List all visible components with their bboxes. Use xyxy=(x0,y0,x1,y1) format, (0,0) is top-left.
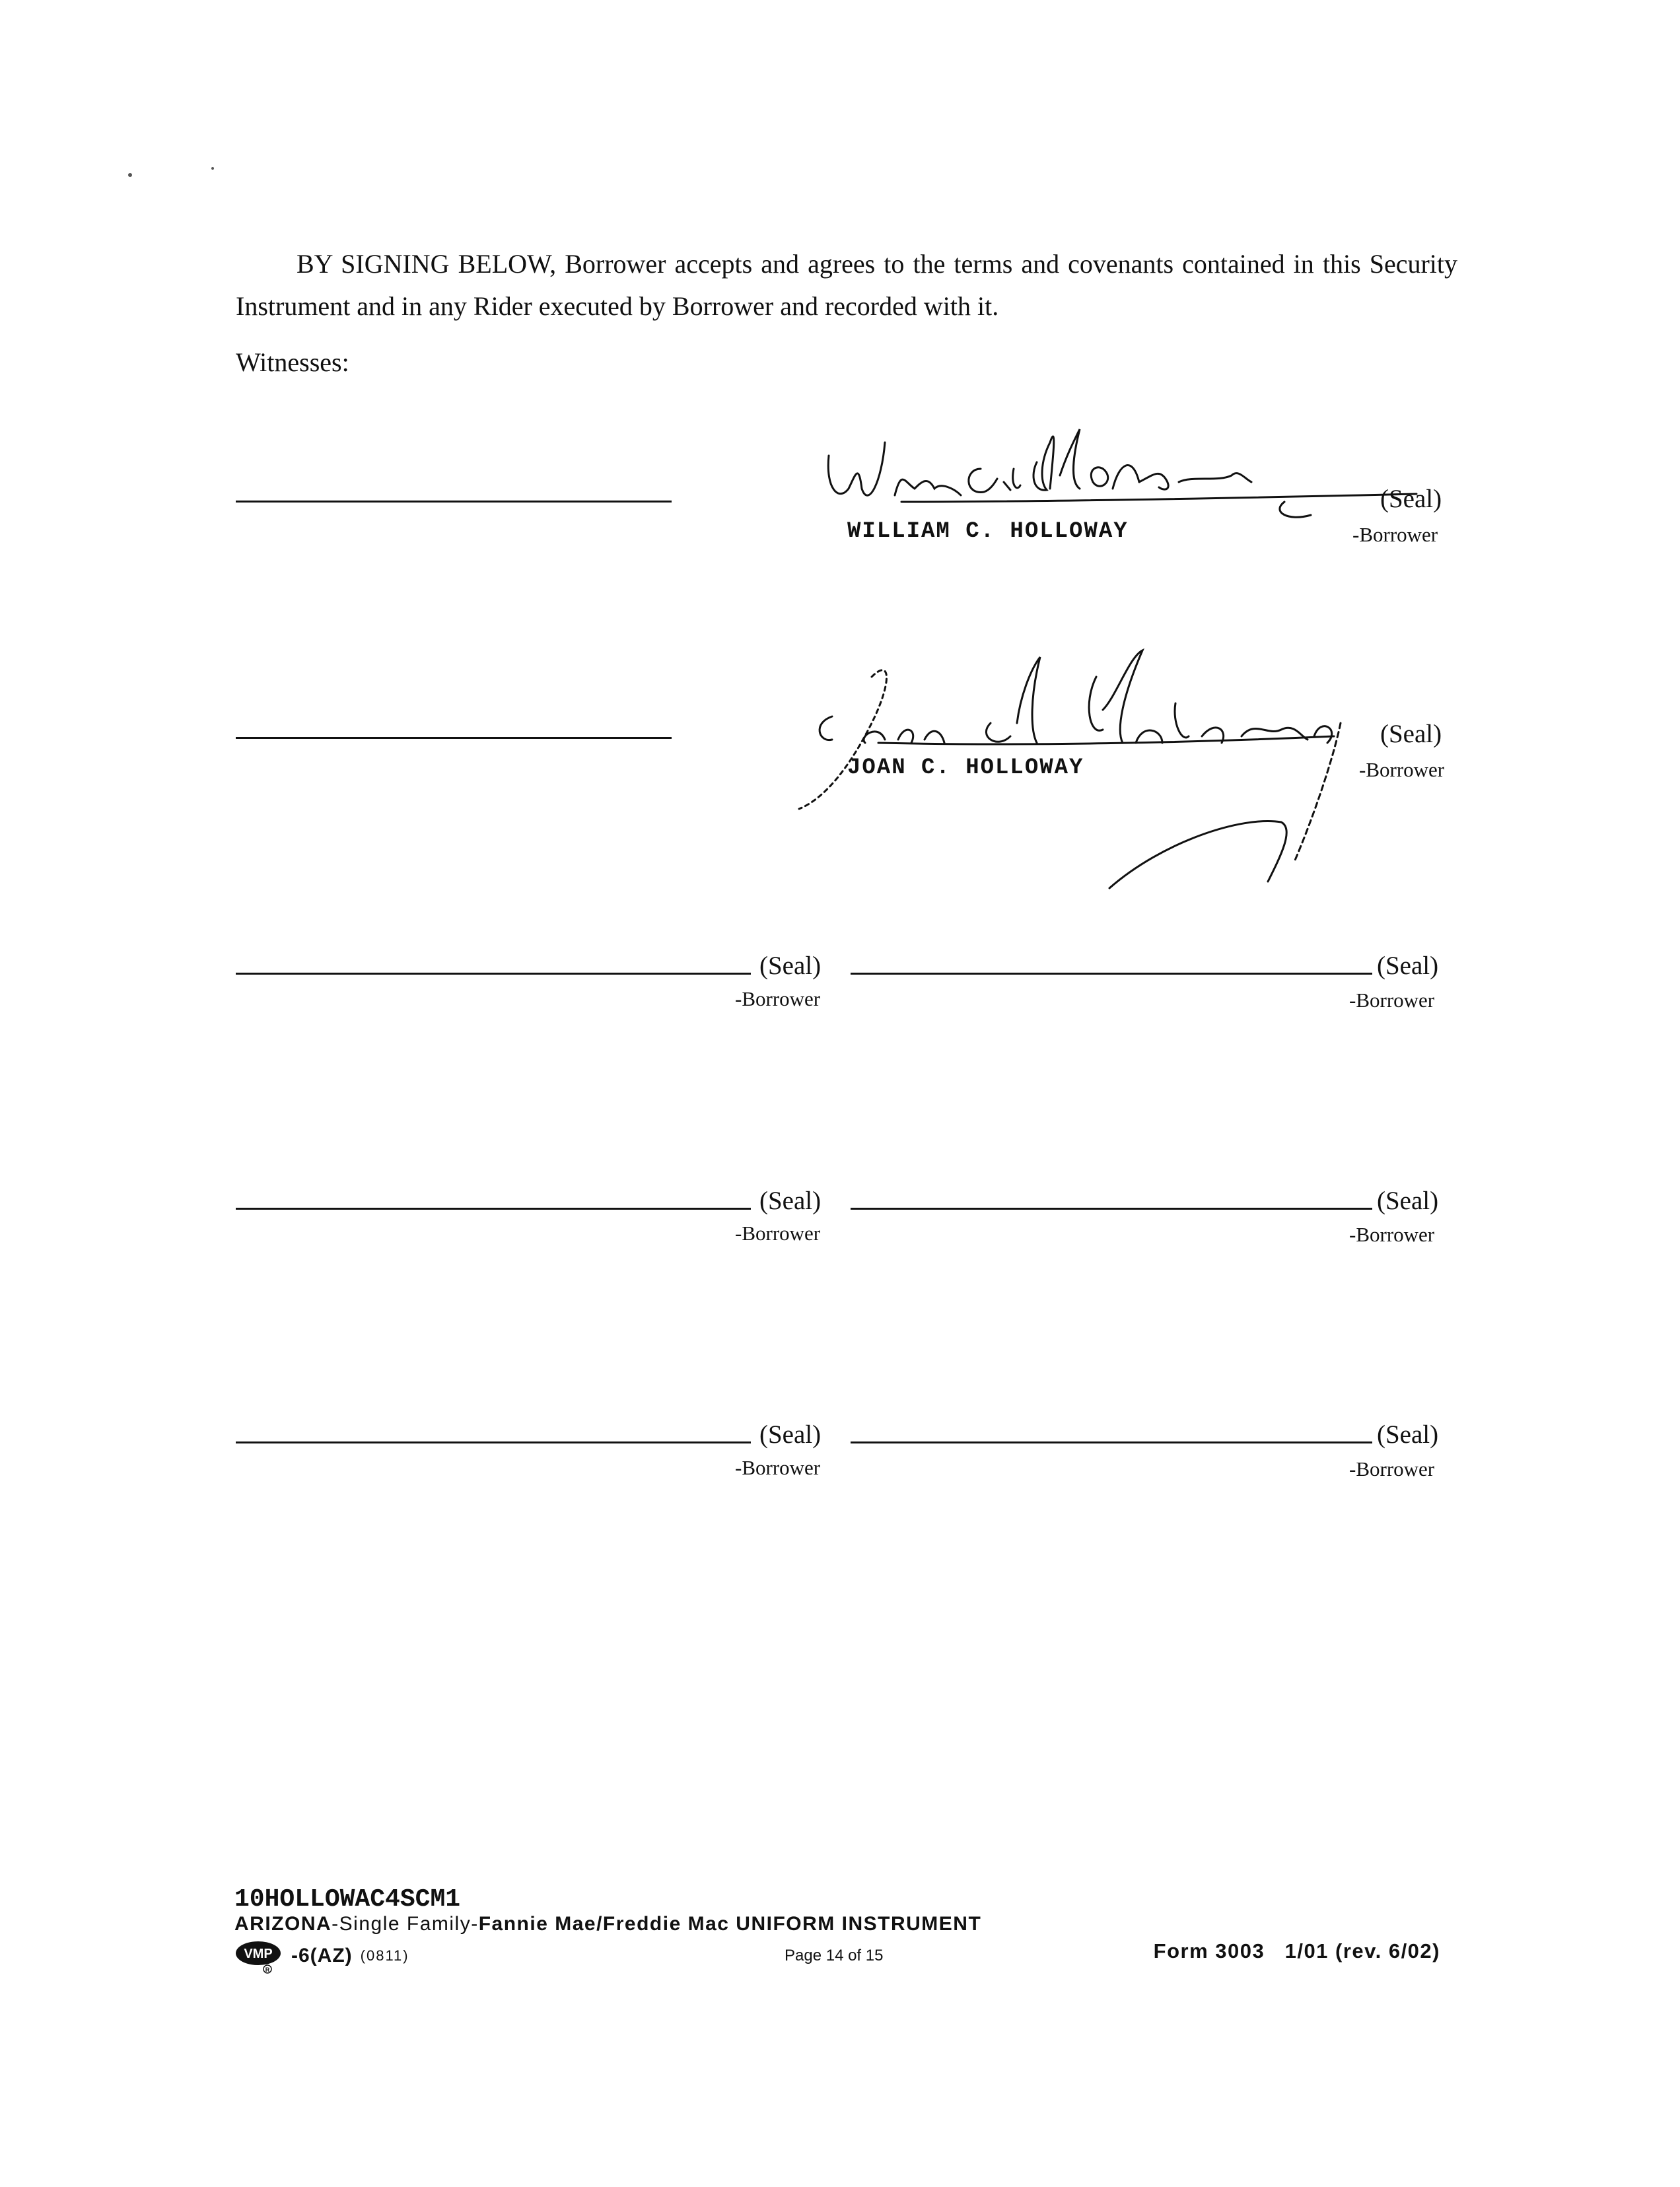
intro-text: BY SIGNING BELOW, Borrower accepts and agrees to the terms and covenants contained in this Security Instrument and in any Rider executed by Borrower and recorded with it. xyxy=(236,249,1457,321)
borrower-label: -Borrower xyxy=(735,1222,821,1245)
signature-line xyxy=(851,1208,1372,1210)
seal-label: (Seal) xyxy=(759,1420,822,1449)
borrower-label: -Borrower xyxy=(1349,1457,1435,1480)
seal-label: (Seal) xyxy=(759,1187,822,1215)
form-desc-bold: Fannie Mae/Freddie Mac UNIFORM INSTRUMENT xyxy=(478,1913,982,1935)
form-description xyxy=(234,1913,981,1935)
page-number: Page 14 of 15 xyxy=(785,1947,884,1964)
seal-label: (Seal) xyxy=(1377,1420,1439,1449)
svg-text:R: R xyxy=(265,1966,270,1973)
borrower-label: -Borrower xyxy=(735,1456,821,1479)
form-desc-plain: -Single Family- xyxy=(332,1913,479,1935)
signature-line xyxy=(851,973,1372,975)
witness-line-1 xyxy=(236,501,672,503)
form-id-line xyxy=(234,1937,409,1974)
borrower-label: -Borrower xyxy=(1349,1223,1435,1246)
seal-label: (Seal) xyxy=(1380,485,1442,513)
vmp-logo-text: VMP xyxy=(244,1947,273,1961)
borrower-label: -Borrower xyxy=(1349,989,1435,1012)
signature-line xyxy=(236,1208,751,1210)
borrower-label: -Borrower xyxy=(1352,523,1438,546)
form-code: -6(AZ) xyxy=(291,1945,353,1966)
vmp-logo xyxy=(234,1937,287,1974)
loan-code: 10HOLLOWAC4SCM1 xyxy=(234,1885,461,1914)
borrower-label: -Borrower xyxy=(1359,758,1445,781)
intro-paragraph xyxy=(236,243,1457,328)
form-revision: (0811) xyxy=(360,1947,409,1964)
seal-label: (Seal) xyxy=(1377,952,1439,980)
seal-label: (Seal) xyxy=(1377,1187,1439,1215)
witnesses-label: Witnesses: xyxy=(236,347,349,377)
scan-speck xyxy=(128,173,132,177)
borrower-1-signature xyxy=(822,416,1436,528)
form-state: ARIZONA xyxy=(234,1913,332,1935)
witness-line-2 xyxy=(236,737,672,739)
borrower-2-name: JOAN C. HOLLOWAY xyxy=(847,755,1084,781)
signature-line xyxy=(851,1441,1372,1443)
signature-line xyxy=(236,973,751,975)
scan-speck xyxy=(211,167,214,170)
seal-label: (Seal) xyxy=(1380,720,1442,748)
form-number: Form 3003 1/01 (rev. 6/02) xyxy=(1153,1939,1440,1962)
borrower-label: -Borrower xyxy=(735,987,821,1010)
borrower-1-name: WILLIAM C. HOLLOWAY xyxy=(847,519,1129,544)
signature-line xyxy=(236,1441,751,1443)
seal-label: (Seal) xyxy=(759,952,822,980)
